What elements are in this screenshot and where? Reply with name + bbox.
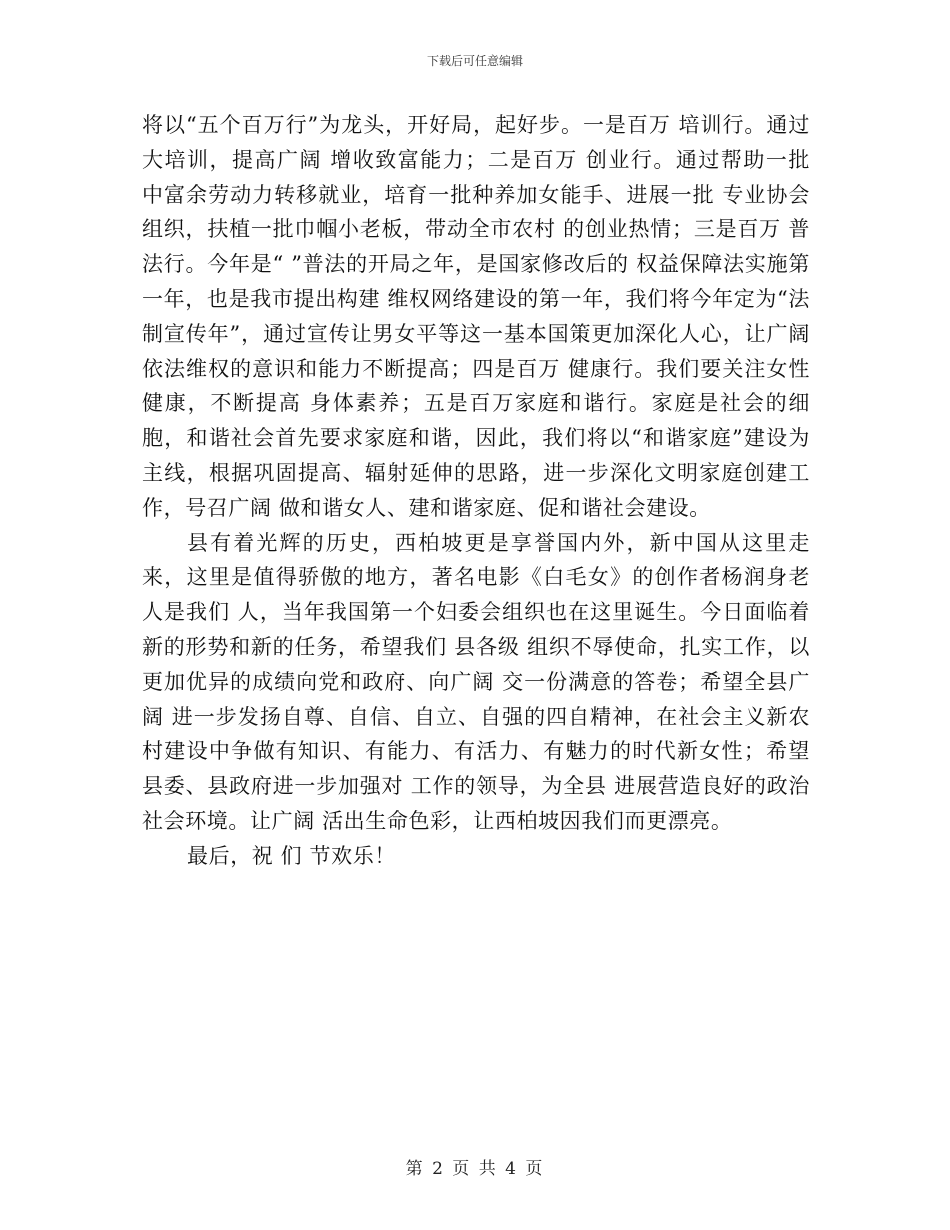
page-header: 下载后可任意编辑 bbox=[426, 54, 523, 68]
paragraph-county-history: 县有着光辉的历史，西柏坡更是享誉国内外，新中国从这里走来，这里是值得骄傲的地方，著名电影《白毛女》的创作者杨润身老人是我们 人，当年我国第一个妇委会组织也在这里诞生。今日面临着新的形势和新的任务，希望我们 县各级 组织不辱使命，扎实工作，以更加优异的成绩向党和政府、向广阔 交一份满意的答卷；希望全县广阔 进一步发扬自尊、自信、自立、自强的四自精神，在社会主义新农村建设中争做有知识、有能力、有活力、有魅力的时代新女性；希望 县委、县政府进一步加强对 工作的领导，为全县 进展营造良好的政治社会环境。让广阔 活出生命色彩，让西柏坡因我们而更漂亮。 bbox=[142, 530, 810, 833]
paragraph-five-million-actions: 将以“五个百万行”为龙头，开好局，起好步。一是百万 培训行。通过大培训，提高广阔 增收致富能力；二是百万 创业行。通过帮助一批 中富余劳动力转移就业，培育一批种养加女能手、进展一批 专业协会组织，扶植一批巾帼小老板，带动全市农村 的创业热情；三是百万 普法行。今年是“ ”普法的开局之年，是国家修改后的 权益保障法实施第一年，也是我市提出构建 维权网络建设的第一年，我们将今年定为“法制宣传年”，通过宣传让男女平等这一基本国策更加深化人心，让广阔 依法维权的意识和能力不断提高；四是百万 健康行。我们要关注女性健康，不断提高 身体素养；五是百万家庭和谐行。家庭是社会的细胞，和谐社会首先要求家庭和谐，因此，我们将以“和谐家庭”建设为主线，根据巩固提高、辐射延伸的思路，进一步深化文明家庭创建工作，号召广阔 做和谐女人、建和谐家庭、促和谐社会建设。 bbox=[142, 113, 810, 520]
page-number-footer: 第 2 页 共 4 页 bbox=[405, 1159, 545, 1179]
paragraph-closing-wishes: 最后，祝 们 节欢乐！ bbox=[187, 843, 396, 868]
document-body bbox=[142, 108, 810, 874]
